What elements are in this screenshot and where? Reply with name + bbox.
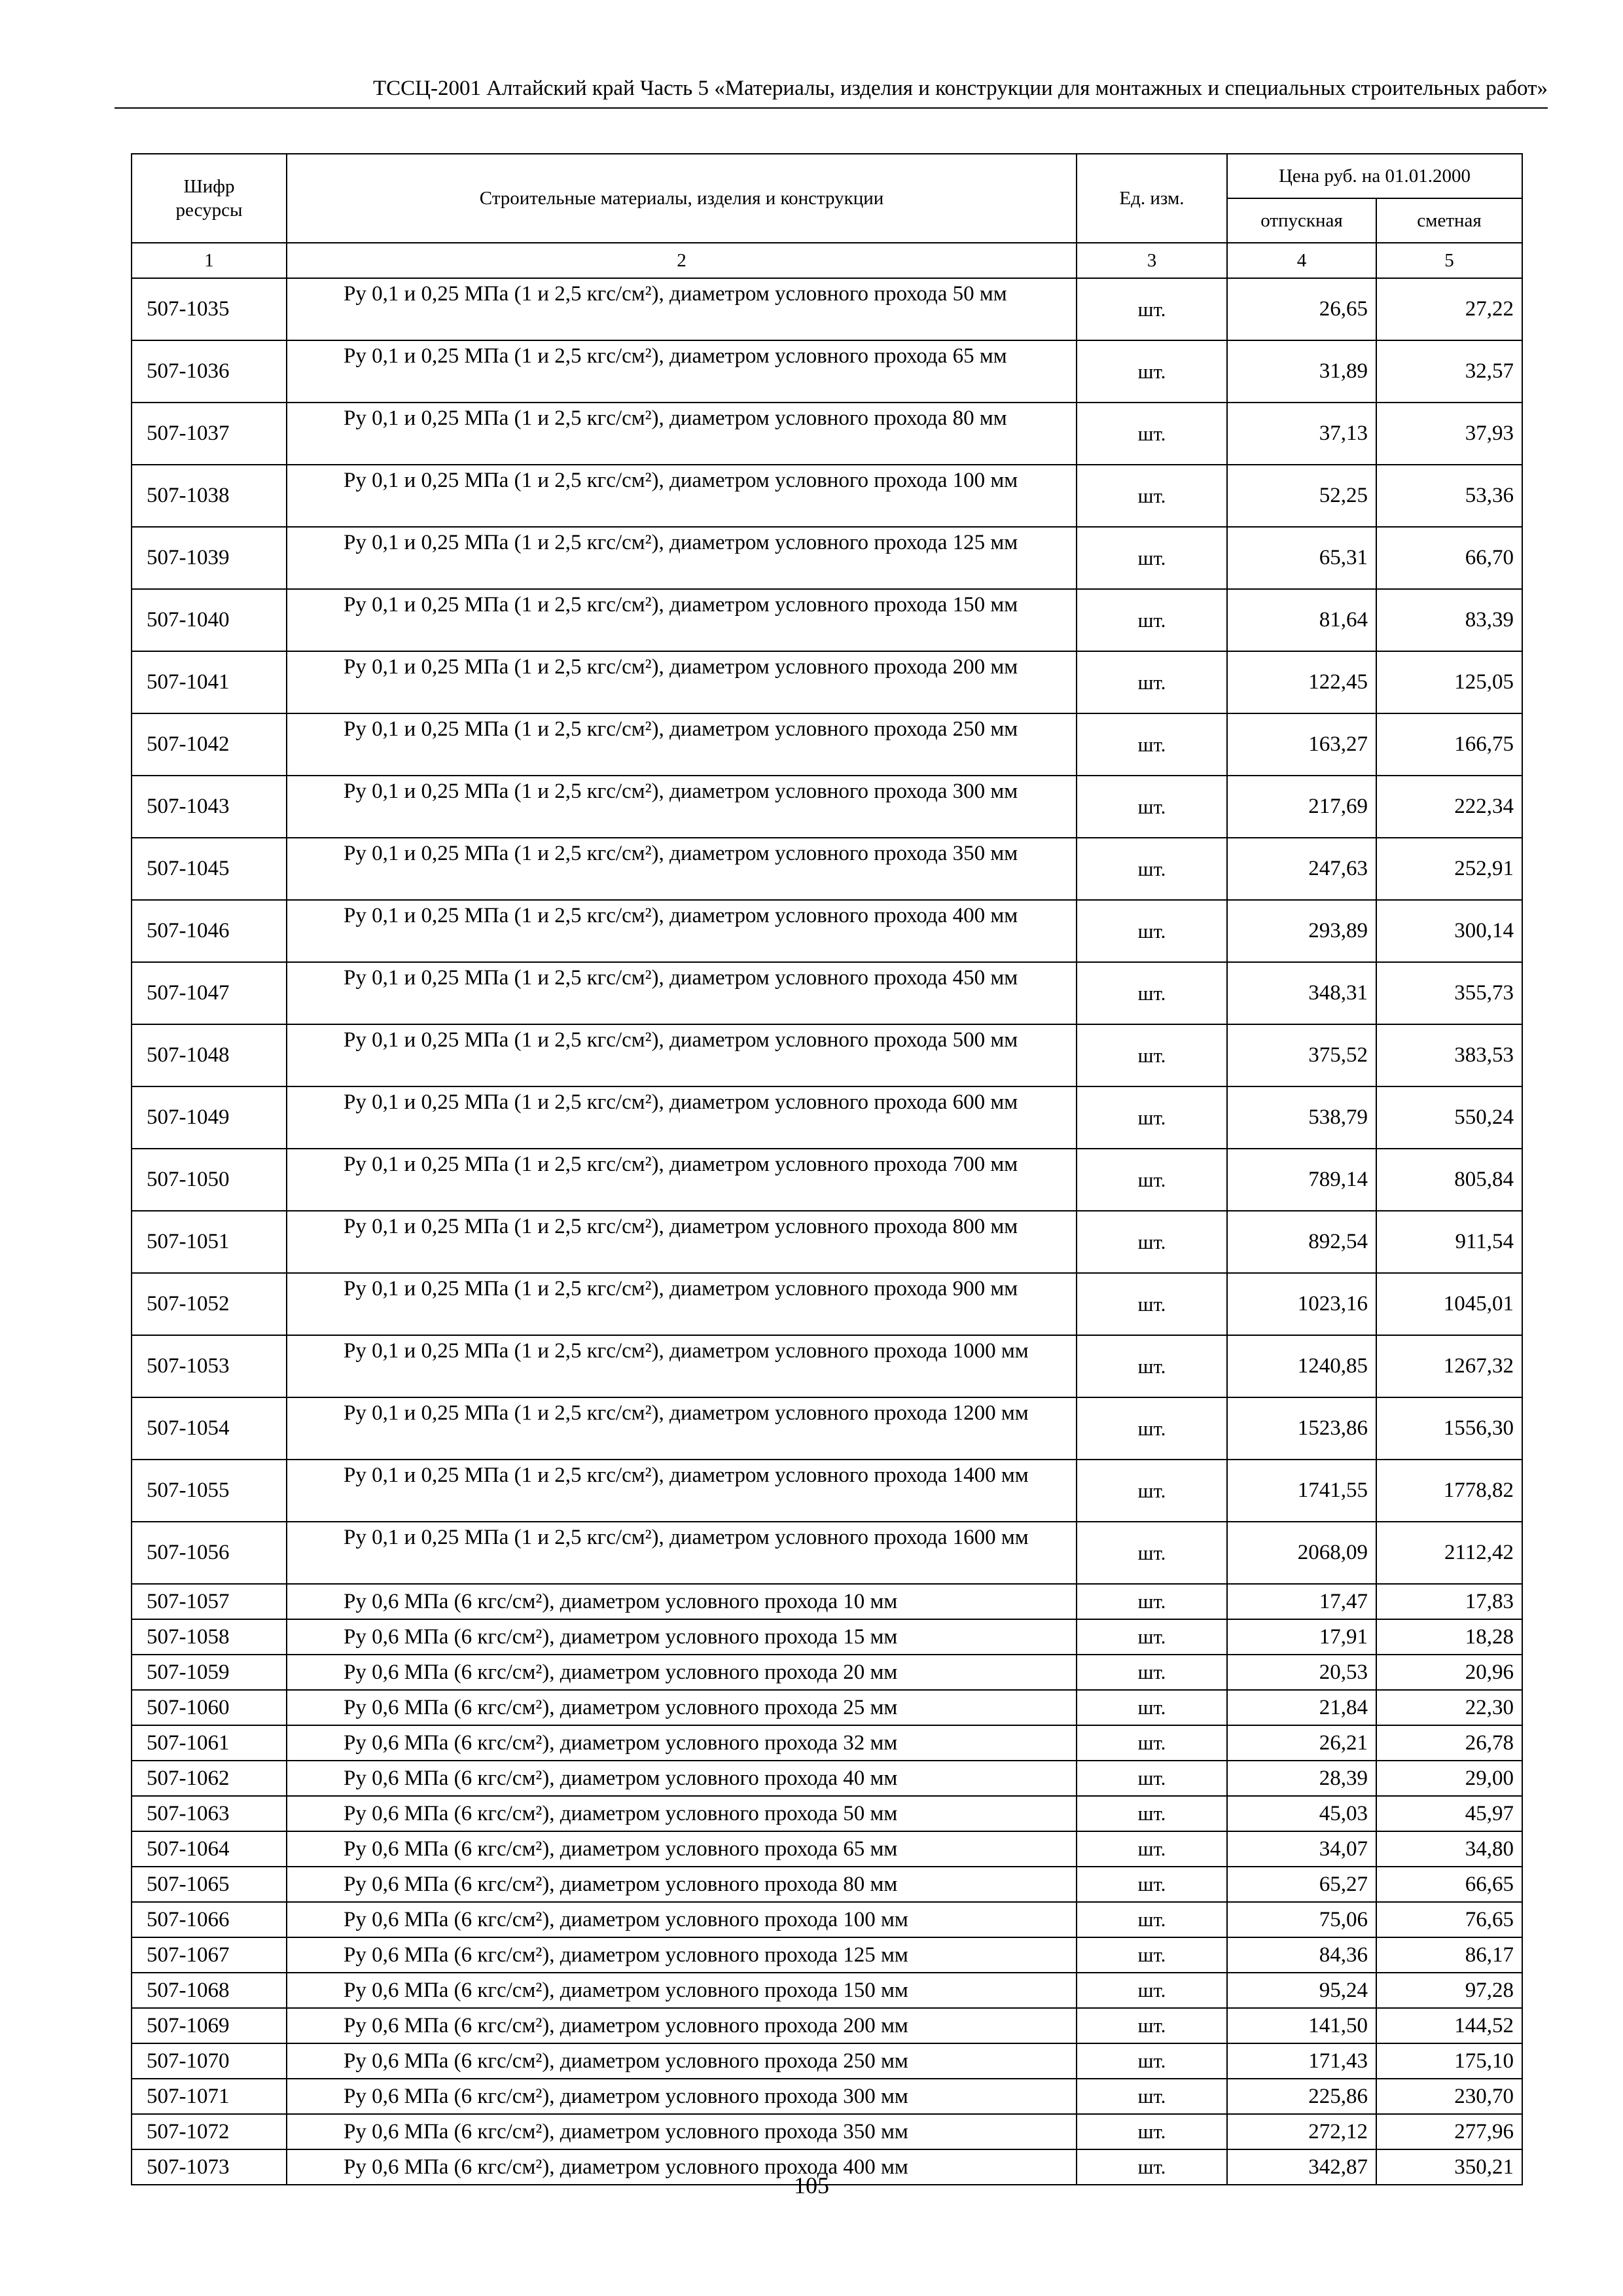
resource-code: 507-1060	[132, 1690, 287, 1725]
table-row	[132, 278, 1522, 340]
table-row	[132, 340, 1522, 403]
release-price: 17,91	[1227, 1619, 1376, 1655]
release-price: 20,53	[1227, 1655, 1376, 1690]
estimate-price: 29,00	[1376, 1761, 1522, 1796]
material-description	[287, 1024, 1077, 1086]
material-description: Ру 0,6 МПа (6 кгс/см²), диаметром условного прохода 10 мм	[287, 1584, 1077, 1619]
header-release-price: отпускная	[1227, 198, 1376, 243]
table-row	[132, 1086, 1522, 1149]
release-price: 247,63	[1227, 838, 1376, 900]
release-price: 21,84	[1227, 1690, 1376, 1725]
resource-code: 507-1047	[132, 962, 287, 1024]
unit: шт.	[1077, 1584, 1227, 1619]
resource-code: 507-1036	[132, 340, 287, 403]
estimate-price: 76,65	[1376, 1902, 1522, 1937]
page-number: 105	[794, 2172, 829, 2198]
table-row	[132, 1937, 1522, 1973]
table-row	[132, 2008, 1522, 2043]
resource-code: 507-1059	[132, 1655, 287, 1690]
estimate-price: 144,52	[1376, 2008, 1522, 2043]
unit: шт.	[1077, 340, 1227, 403]
release-price: 348,31	[1227, 962, 1376, 1024]
material-description	[287, 651, 1077, 713]
material-description: Ру 0,6 МПа (6 кгс/см²), диаметром условного прохода 150 мм	[287, 1973, 1077, 2008]
resource-code: 507-1038	[132, 465, 287, 527]
table-row	[132, 1335, 1522, 1397]
description-text: Ру 0,1 и 0,25 МПа (1 и 2,5 кгс/см²), диаметром условного прохода 200 мм	[344, 655, 1018, 679]
table-row	[132, 1211, 1522, 1273]
description-text: Ру 0,1 и 0,25 МПа (1 и 2,5 кгс/см²), диаметром условного прохода 125 мм	[344, 531, 1018, 554]
unit: шт.	[1077, 962, 1227, 1024]
release-price: 65,31	[1227, 527, 1376, 589]
table-row	[132, 1690, 1522, 1725]
estimate-price: 1778,82	[1376, 1460, 1522, 1522]
release-price: 1523,86	[1227, 1397, 1376, 1460]
unit: шт.	[1077, 1937, 1227, 1973]
header-unit: Ед. изм.	[1077, 154, 1227, 243]
estimate-price: 27,22	[1376, 278, 1522, 340]
release-price: 1023,16	[1227, 1273, 1376, 1335]
unit: шт.	[1077, 527, 1227, 589]
table-row	[132, 962, 1522, 1024]
estimate-price: 911,54	[1376, 1211, 1522, 1273]
unit: шт.	[1077, 465, 1227, 527]
table-row	[132, 1796, 1522, 1831]
material-description: Ру 0,6 МПа (6 кгс/см²), диаметром условного прохода 20 мм	[287, 1655, 1077, 1690]
description-text: Ру 0,1 и 0,25 МПа (1 и 2,5 кгс/см²), диаметром условного прохода 400 мм	[344, 904, 1018, 927]
unit: шт.	[1077, 900, 1227, 962]
table-row	[132, 1522, 1522, 1584]
release-price: 65,27	[1227, 1867, 1376, 1902]
header-price: Цена руб. на 01.01.2000	[1227, 154, 1522, 198]
table-row	[132, 403, 1522, 465]
material-description	[287, 1086, 1077, 1149]
column-number: 5	[1376, 243, 1522, 278]
unit: шт.	[1077, 1149, 1227, 1211]
material-description	[287, 465, 1077, 527]
estimate-price: 37,93	[1376, 403, 1522, 465]
table-row	[132, 1024, 1522, 1086]
estimate-price: 2112,42	[1376, 1522, 1522, 1584]
resource-code: 507-1039	[132, 527, 287, 589]
estimate-price: 355,73	[1376, 962, 1522, 1024]
resource-code: 507-1058	[132, 1619, 287, 1655]
unit: шт.	[1077, 1460, 1227, 1522]
material-description	[287, 1211, 1077, 1273]
release-price: 789,14	[1227, 1149, 1376, 1211]
resource-code: 507-1062	[132, 1761, 287, 1796]
unit: шт.	[1077, 776, 1227, 838]
material-description: Ру 0,6 МПа (6 кгс/см²), диаметром условного прохода 15 мм	[287, 1619, 1077, 1655]
release-price: 1240,85	[1227, 1335, 1376, 1397]
unit: шт.	[1077, 403, 1227, 465]
table-row	[132, 1831, 1522, 1867]
header-code: Шифр ресурсы	[132, 154, 287, 243]
unit: шт.	[1077, 1619, 1227, 1655]
material-description	[287, 776, 1077, 838]
material-description: Ру 0,6 МПа (6 кгс/см²), диаметром условного прохода 50 мм	[287, 1796, 1077, 1831]
material-description	[287, 900, 1077, 962]
unit: шт.	[1077, 1397, 1227, 1460]
material-description	[287, 1460, 1077, 1522]
resource-code: 507-1068	[132, 1973, 287, 2008]
table-row	[132, 527, 1522, 589]
column-number: 3	[1077, 243, 1227, 278]
unit: шт.	[1077, 1273, 1227, 1335]
resource-code: 507-1065	[132, 1867, 287, 1902]
unit: шт.	[1077, 1690, 1227, 1725]
material-description	[287, 713, 1077, 776]
estimate-price: 166,75	[1376, 713, 1522, 776]
unit: шт.	[1077, 1902, 1227, 1937]
unit: шт.	[1077, 1867, 1227, 1902]
estimate-price: 45,97	[1376, 1796, 1522, 1831]
material-description: Ру 0,6 МПа (6 кгс/см²), диаметром условного прохода 80 мм	[287, 1867, 1077, 1902]
release-price: 2068,09	[1227, 1522, 1376, 1584]
estimate-price: 277,96	[1376, 2114, 1522, 2149]
resource-code: 507-1066	[132, 1902, 287, 1937]
table-row	[132, 1867, 1522, 1902]
description-text: Ру 0,1 и 0,25 МПа (1 и 2,5 кгс/см²), диаметром условного прохода 500 мм	[344, 1028, 1018, 1052]
estimate-price: 26,78	[1376, 1725, 1522, 1761]
release-price: 26,65	[1227, 278, 1376, 340]
material-description	[287, 1335, 1077, 1397]
release-price: 342,87	[1227, 2149, 1376, 2185]
table-row	[132, 589, 1522, 651]
estimate-price: 32,57	[1376, 340, 1522, 403]
table-row	[132, 2079, 1522, 2114]
unit: шт.	[1077, 713, 1227, 776]
resource-code: 507-1051	[132, 1211, 287, 1273]
description-text: Ру 0,1 и 0,25 МПа (1 и 2,5 кгс/см²), диаметром условного прохода 1200 мм	[344, 1401, 1029, 1425]
resource-code: 507-1041	[132, 651, 287, 713]
material-description	[287, 962, 1077, 1024]
material-description: Ру 0,6 МПа (6 кгс/см²), диаметром условного прохода 25 мм	[287, 1690, 1077, 1725]
resource-code: 507-1064	[132, 1831, 287, 1867]
material-description	[287, 1522, 1077, 1584]
unit: шт.	[1077, 278, 1227, 340]
material-description	[287, 1273, 1077, 1335]
description-text: Ру 0,1 и 0,25 МПа (1 и 2,5 кгс/см²), диаметром условного прохода 450 мм	[344, 966, 1018, 990]
release-price: 272,12	[1227, 2114, 1376, 2149]
estimate-price: 66,65	[1376, 1867, 1522, 1902]
estimate-price: 22,30	[1376, 1690, 1522, 1725]
release-price: 375,52	[1227, 1024, 1376, 1086]
resource-code: 507-1072	[132, 2114, 287, 2149]
description-text: Ру 0,1 и 0,25 МПа (1 и 2,5 кгс/см²), диаметром условного прохода 700 мм	[344, 1153, 1018, 1176]
material-description: Ру 0,6 МПа (6 кгс/см²), диаметром условного прохода 250 мм	[287, 2043, 1077, 2079]
table-row	[132, 1725, 1522, 1761]
material-description: Ру 0,6 МПа (6 кгс/см²), диаметром условного прохода 125 мм	[287, 1937, 1077, 1973]
release-price: 37,13	[1227, 403, 1376, 465]
release-price: 538,79	[1227, 1086, 1376, 1149]
estimate-price: 17,83	[1376, 1584, 1522, 1619]
estimate-price: 83,39	[1376, 589, 1522, 651]
release-price: 293,89	[1227, 900, 1376, 962]
description-text: Ру 0,1 и 0,25 МПа (1 и 2,5 кгс/см²), диаметром условного прохода 150 мм	[344, 593, 1018, 617]
description-text: Ру 0,1 и 0,25 МПа (1 и 2,5 кгс/см²), диаметром условного прохода 1600 мм	[344, 1526, 1029, 1549]
table-row	[132, 2043, 1522, 2079]
release-price: 84,36	[1227, 1937, 1376, 1973]
estimate-price: 66,70	[1376, 527, 1522, 589]
header-estimate-price: сметная	[1376, 198, 1522, 243]
estimate-price: 53,36	[1376, 465, 1522, 527]
estimate-price: 383,53	[1376, 1024, 1522, 1086]
table-row	[132, 1973, 1522, 2008]
header-name: Строительные материалы, изделия и конструкции	[287, 154, 1077, 243]
release-price: 31,89	[1227, 340, 1376, 403]
release-price: 1741,55	[1227, 1460, 1376, 1522]
unit: шт.	[1077, 1522, 1227, 1584]
description-text: Ру 0,1 и 0,25 МПа (1 и 2,5 кгс/см²), диаметром условного прохода 50 мм	[344, 282, 1007, 306]
description-text: Ру 0,1 и 0,25 МПа (1 и 2,5 кгс/см²), диаметром условного прохода 250 мм	[344, 717, 1018, 741]
resource-code: 507-1069	[132, 2008, 287, 2043]
resource-code: 507-1043	[132, 776, 287, 838]
release-price: 17,47	[1227, 1584, 1376, 1619]
material-description	[287, 340, 1077, 403]
estimate-price: 230,70	[1376, 2079, 1522, 2114]
table-row	[132, 465, 1522, 527]
release-price: 892,54	[1227, 1211, 1376, 1273]
unit: шт.	[1077, 1024, 1227, 1086]
table-body	[132, 278, 1522, 2185]
resource-code: 507-1057	[132, 1584, 287, 1619]
release-price: 75,06	[1227, 1902, 1376, 1937]
unit: шт.	[1077, 651, 1227, 713]
estimate-price: 1045,01	[1376, 1273, 1522, 1335]
unit: шт.	[1077, 1211, 1227, 1273]
resource-code: 507-1071	[132, 2079, 287, 2114]
table-row	[132, 1655, 1522, 1690]
resource-code: 507-1056	[132, 1522, 287, 1584]
unit: шт.	[1077, 1335, 1227, 1397]
resource-code: 507-1035	[132, 278, 287, 340]
table-row	[132, 2114, 1522, 2149]
table-row	[132, 838, 1522, 900]
resource-code: 507-1049	[132, 1086, 287, 1149]
release-price: 28,39	[1227, 1761, 1376, 1796]
estimate-price: 252,91	[1376, 838, 1522, 900]
resource-code: 507-1073	[132, 2149, 287, 2185]
description-text: Ру 0,1 и 0,25 МПа (1 и 2,5 кгс/см²), диаметром условного прохода 600 мм	[344, 1090, 1018, 1114]
estimate-price: 350,21	[1376, 2149, 1522, 2185]
table-row	[132, 713, 1522, 776]
table-row	[132, 1149, 1522, 1211]
resource-code: 507-1067	[132, 1937, 287, 1973]
release-price: 217,69	[1227, 776, 1376, 838]
material-description: Ру 0,6 МПа (6 кгс/см²), диаметром условного прохода 350 мм	[287, 2114, 1077, 2149]
estimate-price: 1556,30	[1376, 1397, 1522, 1460]
release-price: 171,43	[1227, 2043, 1376, 2079]
estimate-price: 20,96	[1376, 1655, 1522, 1690]
unit: шт.	[1077, 1831, 1227, 1867]
table-row	[132, 1619, 1522, 1655]
table-row	[132, 776, 1522, 838]
unit: шт.	[1077, 1725, 1227, 1761]
material-description	[287, 589, 1077, 651]
release-price: 225,86	[1227, 2079, 1376, 2114]
description-text: Ру 0,1 и 0,25 МПа (1 и 2,5 кгс/см²), диаметром условного прохода 65 мм	[344, 344, 1007, 368]
resource-code: 507-1070	[132, 2043, 287, 2079]
unit: шт.	[1077, 1086, 1227, 1149]
release-price: 45,03	[1227, 1796, 1376, 1831]
unit: шт.	[1077, 2114, 1227, 2149]
unit: шт.	[1077, 1761, 1227, 1796]
material-description	[287, 838, 1077, 900]
unit: шт.	[1077, 2043, 1227, 2079]
estimate-price: 97,28	[1376, 1973, 1522, 2008]
release-price: 95,24	[1227, 1973, 1376, 2008]
material-description	[287, 1397, 1077, 1460]
estimate-price: 175,10	[1376, 2043, 1522, 2079]
unit: шт.	[1077, 1796, 1227, 1831]
unit: шт.	[1077, 2079, 1227, 2114]
materials-price-table	[131, 153, 1523, 2185]
description-text: Ру 0,1 и 0,25 МПа (1 и 2,5 кгс/см²), диаметром условного прохода 1000 мм	[344, 1339, 1029, 1363]
column-number: 2	[287, 243, 1077, 278]
unit: шт.	[1077, 589, 1227, 651]
material-description	[287, 1149, 1077, 1211]
resource-code: 507-1045	[132, 838, 287, 900]
description-text: Ру 0,1 и 0,25 МПа (1 и 2,5 кгс/см²), диаметром условного прохода 100 мм	[344, 469, 1018, 492]
material-description: Ру 0,6 МПа (6 кгс/см²), диаметром условного прохода 40 мм	[287, 1761, 1077, 1796]
release-price: 141,50	[1227, 2008, 1376, 2043]
material-description: Ру 0,6 МПа (6 кгс/см²), диаметром условного прохода 400 мм	[287, 2149, 1077, 2185]
resource-code: 507-1055	[132, 1460, 287, 1522]
page-header: ТССЦ-2001 Алтайский край Часть 5 «Материалы, изделия и конструкции для монтажных и специальных строительных работ»	[115, 73, 1548, 109]
table-row	[132, 1902, 1522, 1937]
material-description	[287, 527, 1077, 589]
estimate-price: 805,84	[1376, 1149, 1522, 1211]
resource-code: 507-1061	[132, 1725, 287, 1761]
table-row	[132, 1761, 1522, 1796]
estimate-price: 18,28	[1376, 1619, 1522, 1655]
description-text: Ру 0,1 и 0,25 МПа (1 и 2,5 кгс/см²), диаметром условного прохода 300 мм	[344, 780, 1018, 803]
resource-code: 507-1042	[132, 713, 287, 776]
table-row	[132, 1460, 1522, 1522]
material-description: Ру 0,6 МПа (6 кгс/см²), диаметром условного прохода 65 мм	[287, 1831, 1077, 1867]
estimate-price: 222,34	[1376, 776, 1522, 838]
table-row	[132, 1397, 1522, 1460]
unit: шт.	[1077, 1973, 1227, 2008]
description-text: Ру 0,1 и 0,25 МПа (1 и 2,5 кгс/см²), диаметром условного прохода 900 мм	[344, 1277, 1018, 1300]
resource-code: 507-1046	[132, 900, 287, 962]
resource-code: 507-1048	[132, 1024, 287, 1086]
table-row	[132, 900, 1522, 962]
resource-code: 507-1063	[132, 1796, 287, 1831]
resource-code: 507-1052	[132, 1273, 287, 1335]
unit: шт.	[1077, 838, 1227, 900]
table-row	[132, 1273, 1522, 1335]
estimate-price: 125,05	[1376, 651, 1522, 713]
estimate-price: 1267,32	[1376, 1335, 1522, 1397]
release-price: 34,07	[1227, 1831, 1376, 1867]
material-description	[287, 278, 1077, 340]
estimate-price: 550,24	[1376, 1086, 1522, 1149]
resource-code: 507-1040	[132, 589, 287, 651]
resource-code: 507-1037	[132, 403, 287, 465]
unit: шт.	[1077, 1655, 1227, 1690]
material-description: Ру 0,6 МПа (6 кгс/см²), диаметром условного прохода 100 мм	[287, 1902, 1077, 1937]
resource-code: 507-1050	[132, 1149, 287, 1211]
estimate-price: 34,80	[1376, 1831, 1522, 1867]
description-text: Ру 0,1 и 0,25 МПа (1 и 2,5 кгс/см²), диаметром условного прохода 800 мм	[344, 1215, 1018, 1238]
release-price: 26,21	[1227, 1725, 1376, 1761]
description-text: Ру 0,1 и 0,25 МПа (1 и 2,5 кгс/см²), диаметром условного прохода 350 мм	[344, 842, 1018, 865]
release-price: 163,27	[1227, 713, 1376, 776]
resource-code: 507-1054	[132, 1397, 287, 1460]
description-text: Ру 0,1 и 0,25 МПа (1 и 2,5 кгс/см²), диаметром условного прохода 80 мм	[344, 406, 1007, 430]
material-description	[287, 403, 1077, 465]
unit: шт.	[1077, 2008, 1227, 2043]
table-row	[132, 1584, 1522, 1619]
resource-code: 507-1053	[132, 1335, 287, 1397]
release-price: 52,25	[1227, 465, 1376, 527]
column-number: 4	[1227, 243, 1376, 278]
material-description: Ру 0,6 МПа (6 кгс/см²), диаметром условного прохода 32 мм	[287, 1725, 1077, 1761]
description-text: Ру 0,1 и 0,25 МПа (1 и 2,5 кгс/см²), диаметром условного прохода 1400 мм	[344, 1463, 1029, 1487]
column-number: 1	[132, 243, 287, 278]
release-price: 81,64	[1227, 589, 1376, 651]
unit: шт.	[1077, 2149, 1227, 2185]
estimate-price: 300,14	[1376, 900, 1522, 962]
estimate-price: 86,17	[1376, 1937, 1522, 1973]
material-description: Ру 0,6 МПа (6 кгс/см²), диаметром условного прохода 200 мм	[287, 2008, 1077, 2043]
column-numbers-row	[132, 243, 1522, 278]
material-description: Ру 0,6 МПа (6 кгс/см²), диаметром условного прохода 300 мм	[287, 2079, 1077, 2114]
release-price: 122,45	[1227, 651, 1376, 713]
table-row	[132, 651, 1522, 713]
